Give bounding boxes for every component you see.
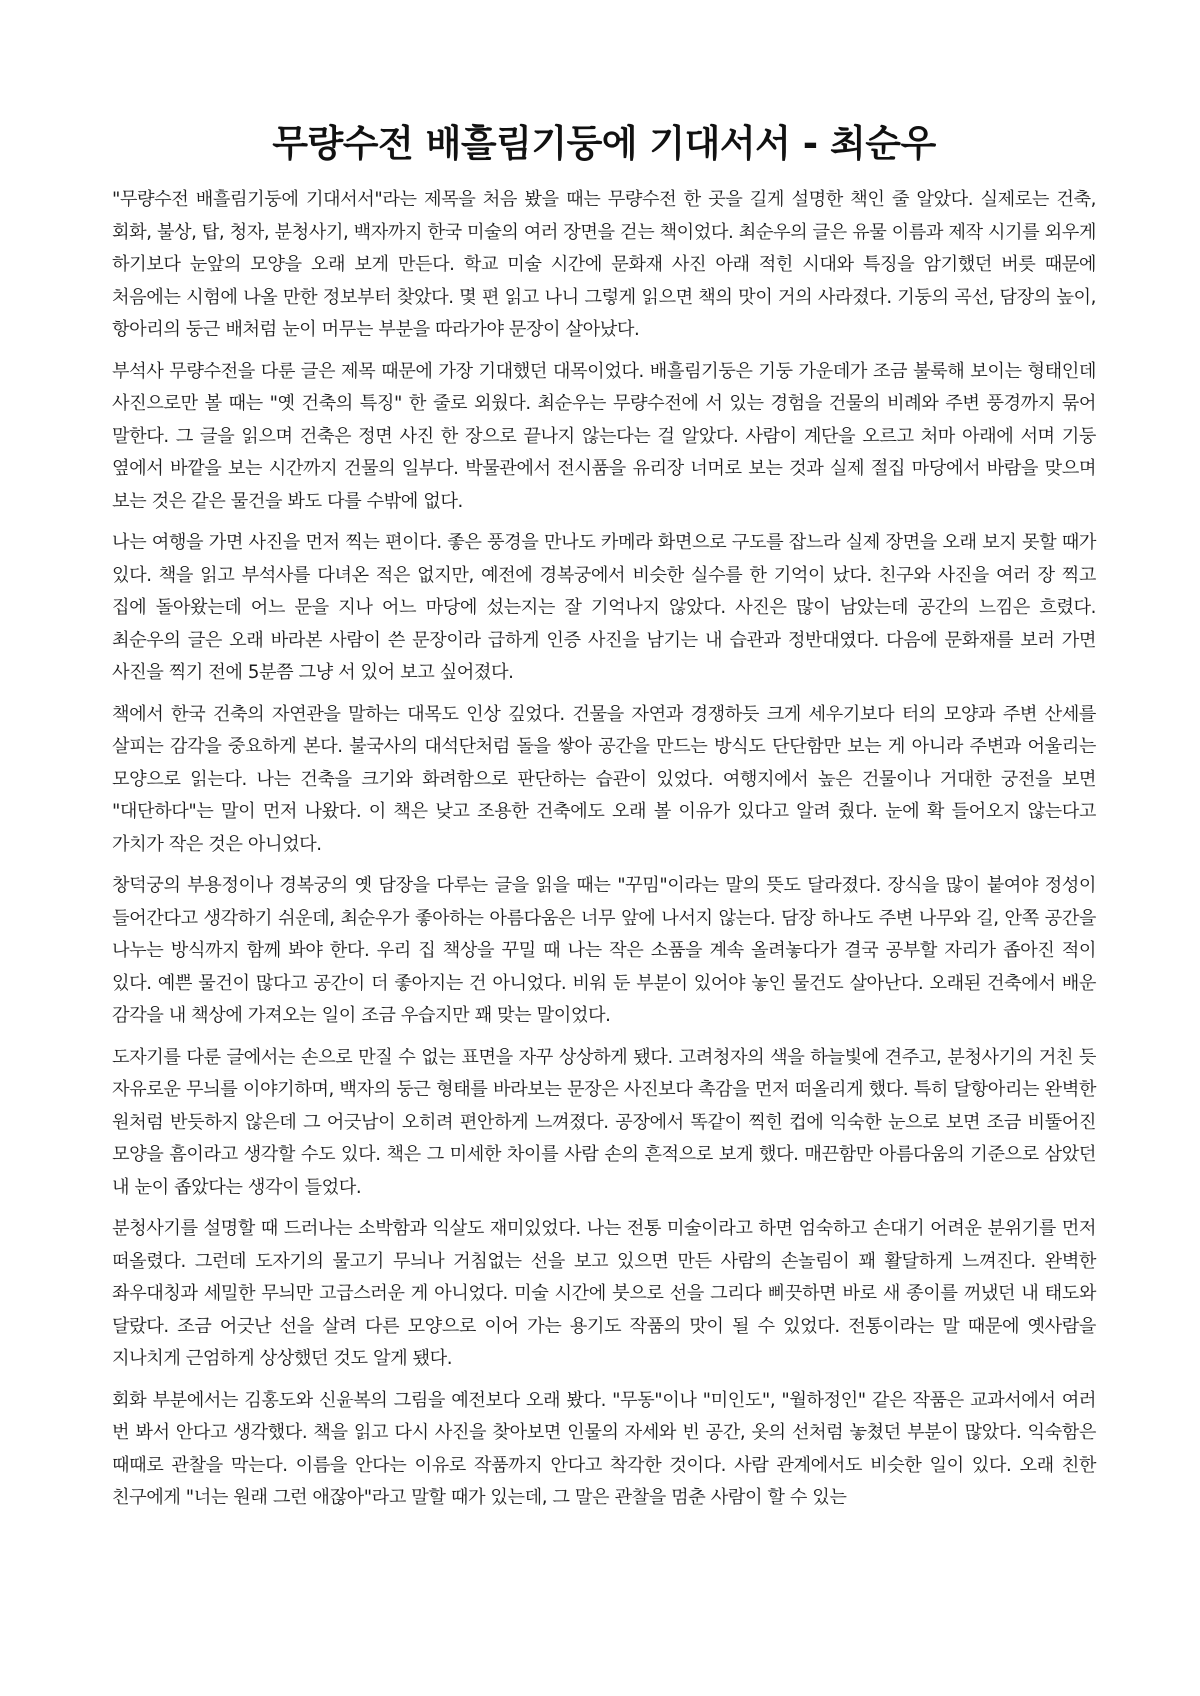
paragraph: 분청사기를 설명할 때 드러나는 소박함과 익살도 재미있었다. 나는 전통 미술이라고 하면 엄숙하고 손대기 어려운 분위기를 먼저 떠올렸다. 그런데 도자기의 물고기 무늬나 거침없는 선을 보고 있으면 만든 사람의 손놀림이 꽤 활달하게 느껴진다. 완벽한 좌우대칭과 세밀한 무늬만 고급스러운 게 아니었다. 미술 시간에 붓으로 선을 그리다 삐끗하면 바로 새 종이를 꺼냈던 내 태도와 달랐다. 조금 어긋난 선을 살려 다른 모양으로 이어 가는 용기도 작품의 맛이 될 수 있었다. 전통이라는 말 때문에 옛사람을 지나치게 근엄하게 상상했던 것도 알게 됐다. <box>112 1218 1096 1369</box>
document-body <box>112 184 1096 1515</box>
paragraph: 창덕궁의 부용정이나 경복궁의 옛 담장을 다루는 글을 읽을 때는 "꾸밈"이라는 말의 뜻도 달라졌다. 장식을 많이 붙여야 정성이 들어간다고 생각하기 쉬운데, 최순우가 좋아하는 아름다움은 너무 앞에 나서지 않는다. 담장 하나도 주변 나무와 길, 안쪽 공간을 나누는 방식까지 함께 봐야 한다. 우리 집 책상을 꾸밀 때 나는 작은 소품을 계속 올려놓다가 결국 공부할 자리가 좁아진 적이 있다. 예쁜 물건이 많다고 공간이 더 좋아지는 건 아니었다. 비워 둔 부분이 있어야 놓인 물건도 살아난다. 오래된 건축에서 배운 감각을 내 책상에 가져오는 일이 조금 우습지만 꽤 맞는 말이었다. <box>112 875 1096 1026</box>
paragraph: 도자기를 다룬 글에서는 손으로 만질 수 없는 표면을 자꾸 상상하게 됐다. 고려청자의 색을 하늘빛에 견주고, 분청사기의 거친 듯 자유로운 무늬를 이야기하며, 백자의 둥근 형태를 바라보는 문장은 사진보다 촉감을 먼저 떠올리게 했다. 특히 달항아리는 완벽한 원처럼 반듯하지 않은데 그 어긋남이 오히려 편안하게 느껴졌다. 공장에서 똑같이 찍힌 컵에 익숙한 눈으로 보면 조금 비뚤어진 모양을 흠이라고 생각할 수도 있다. 책은 그 미세한 차이를 사람 손의 흔적으로 보게 했다. 매끈함만 아름다움의 기준으로 삼았던 내 눈이 좁았다는 생각이 들었다. <box>112 1046 1096 1198</box>
paragraph: "무량수전 배흘림기둥에 기대서서"라는 제목을 처음 봤을 때는 무량수전 한 곳을 길게 설명한 책인 줄 알았다. 실제로는 건축, 회화, 불상, 탑, 청자, 분청사기, 백자까지 한국 미술의 여러 장면을 걷는 책이었다. 최순우의 글은 유물 이름과 제작 시기를 외우게 하기보다 눈앞의 모양을 오래 보게 만든다. 학교 미술 시간에 문화재 사진 아래 적힌 시대와 특징을 암기했던 버릇 때문에 처음에는 시험에 나올 만한 정보부터 찾았다. 몇 편 읽고 나니 그렇게 읽으면 책의 맛이 거의 사라졌다. 기둥의 곡선, 담장의 높이, 항아리의 둥근 배처럼 눈이 머무는 부분을 따라가야 문장이 살아났다. <box>112 189 1096 340</box>
paragraph: 책에서 한국 건축의 자연관을 말하는 대목도 인상 깊었다. 건물을 자연과 경쟁하듯 크게 세우기보다 터의 모양과 주변 산세를 살피는 감각을 중요하게 본다. 불국사의 대석단처럼 돌을 쌓아 공간을 만드는 방식도 단단함만 보는 게 아니라 주변과 어울리는 모양으로 읽는다. 나는 건축을 크기와 화려함으로 판단하는 습관이 있었다. 여행지에서 높은 건물이나 거대한 궁전을 보면 "대단하다"는 말이 먼저 나왔다. 이 책은 낮고 조용한 건축에도 오래 볼 이유가 있다고 알려 줬다. 눈에 확 들어오지 않는다고 가치가 작은 것은 아니었다. <box>112 703 1096 855</box>
document-title: 무량수전 배흘림기둥에 기대서서 - 최순우 <box>272 122 936 165</box>
paragraph: 부석사 무량수전을 다룬 글은 제목 때문에 가장 기대했던 대목이었다. 배흘림기둥은 기둥 가운데가 조금 불룩해 보이는 형태인데 사진으로만 볼 때는 "옛 건축의 특징" 한 줄로 외웠다. 최순우는 무량수전에 서 있는 경험을 건물의 비례와 주변 풍경까지 묶어 말한다. 그 글을 읽으며 건축은 정면 사진 한 장으로 끝나지 않는다는 걸 알았다. 사람이 계단을 오르고 처마 아래에 서며 기둥 옆에서 바깥을 보는 시간까지 건물의 일부다. 박물관에서 전시품을 유리장 너머로 보는 것과 실제 절집 마당에서 바람을 맞으며 보는 것은 같은 물건을 봐도 다를 수밖에 없다. <box>112 360 1096 512</box>
paragraph: 회화 부분에서는 김홍도와 신윤복의 그림을 예전보다 오래 봤다. "무동"이나 "미인도", "월하정인" 같은 작품은 교과서에서 여러 번 봐서 안다고 생각했다. 책을 읽고 다시 사진을 찾아보면 인물의 자세와 빈 공간, 옷의 선처럼 놓쳤던 부분이 많았다. 익숙함은 때때로 관찰을 막는다. 이름을 안다는 이유로 작품까지 안다고 착각한 것이다. 사람 관계에서도 비슷한 일이 있다. 오래 친한 친구에게 "너는 원래 그런 애잖아"라고 말할 때가 있는데, 그 말은 관찰을 멈춘 사람이 할 수 있는 <box>112 1389 1096 1508</box>
paragraph: 나는 여행을 가면 사진을 먼저 찍는 편이다. 좋은 풍경을 만나도 카메라 화면으로 구도를 잡느라 실제 장면을 오래 보지 못할 때가 있다. 책을 읽고 부석사를 다녀온 적은 없지만, 예전에 경복궁에서 비슷한 실수를 한 기억이 났다. 친구와 사진을 여러 장 찍고 집에 돌아왔는데 어느 문을 지나 어느 마당에 섰는지는 잘 기억나지 않았다. 사진은 많이 남았는데 공간의 느낌은 흐렸다. 최순우의 글은 오래 바라본 사람이 쓴 문장이라 급하게 인증 사진을 남기는 내 습관과 정반대였다. 다음에 문화재를 보러 가면 사진을 찍기 전에 5분쯤 그냥 서 있어 보고 싶어졌다. <box>112 532 1096 683</box>
